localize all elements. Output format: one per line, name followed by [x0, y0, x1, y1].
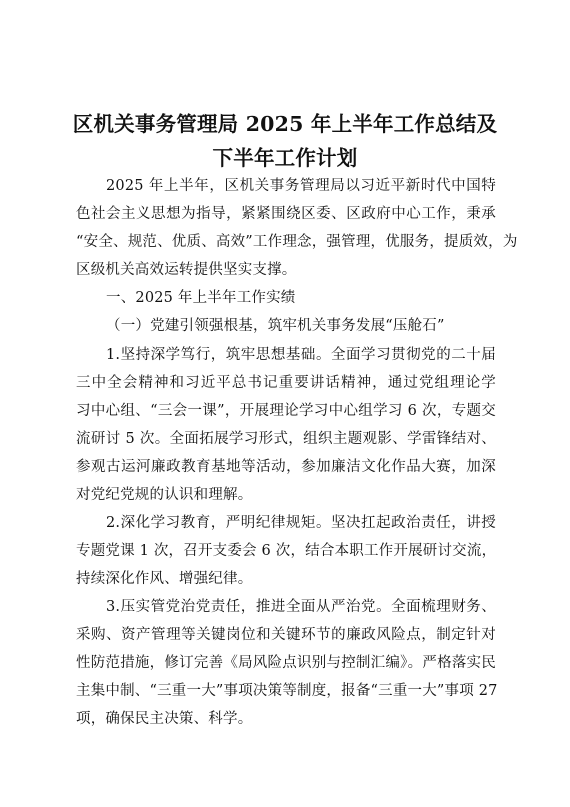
paragraph-line: 项，确保民主决策、科学。: [76, 711, 253, 727]
paragraph-line: 2025 年上半年，区机关事务管理局以习近平新时代中国特: [106, 178, 496, 194]
paragraph-line: 区级机关高效运转提供坚实支撑。: [76, 262, 297, 278]
paragraph-line: 主集中制、“三重一大”事项决策等制度，报备“三重一大”事项 27: [76, 683, 498, 699]
paragraph-line: 3.压实管党治党责任，推进全面从严治党。全面梳理财务、: [106, 599, 496, 615]
paragraph-line: “安全、规范、优质、高效”工作理念，强管理，优服务，提质效，为: [76, 234, 518, 250]
subsection-heading: （一）党建引领强根基，筑牢机关事务发展“压舱石”: [106, 318, 445, 334]
section-heading: 一、2025 年上半年工作实绩: [106, 290, 296, 306]
paragraph-line: 1.坚持深学笃行，筑牢思想基础。全面学习贯彻党的二十届: [106, 347, 496, 363]
paragraph-line: 采购、资产管理等关键岗位和关键环节的廉政风险点，制定针对: [76, 627, 496, 643]
paragraph-line: 参观古运河廉政教育基地等活动，参加廉洁文化作品大赛，加深: [76, 459, 496, 475]
paragraph-line: 对党纪党规的认识和理解。: [76, 487, 253, 503]
paragraph-line: 流研讨 5 次。全面拓展学习形式，组织主题观影、学雷锋结对、: [76, 431, 496, 447]
document-title-line-1: 区机关事务管理局 2025 年上半年工作总结及: [72, 112, 498, 136]
paragraph-line: 2.深化学习教育，严明纪律规矩。坚决扛起政治责任，讲授: [106, 515, 496, 531]
paragraph-line: 持续深化作风、增强纪律。: [76, 571, 253, 587]
document-title-line-2: 下半年工作计划: [212, 146, 358, 170]
paragraph-line: 色社会主义思想为指导，紧紧围绕区委、区政府中心工作，秉承: [76, 206, 496, 222]
paragraph-line: 性防范措施，修订完善《局风险点识别与控制汇编》。严格落实民: [76, 655, 496, 671]
paragraph-line: 专题党课 1 次，召开支委会 6 次，结合本职工作开展研讨交流，: [76, 543, 497, 559]
paragraph-line: 三中全会精神和习近平总书记重要讲话精神，通过党组理论学: [76, 375, 496, 391]
paragraph-line: 习中心组、“三会一课”，开展理论学习中心组学习 6 次，专题交: [76, 403, 496, 419]
